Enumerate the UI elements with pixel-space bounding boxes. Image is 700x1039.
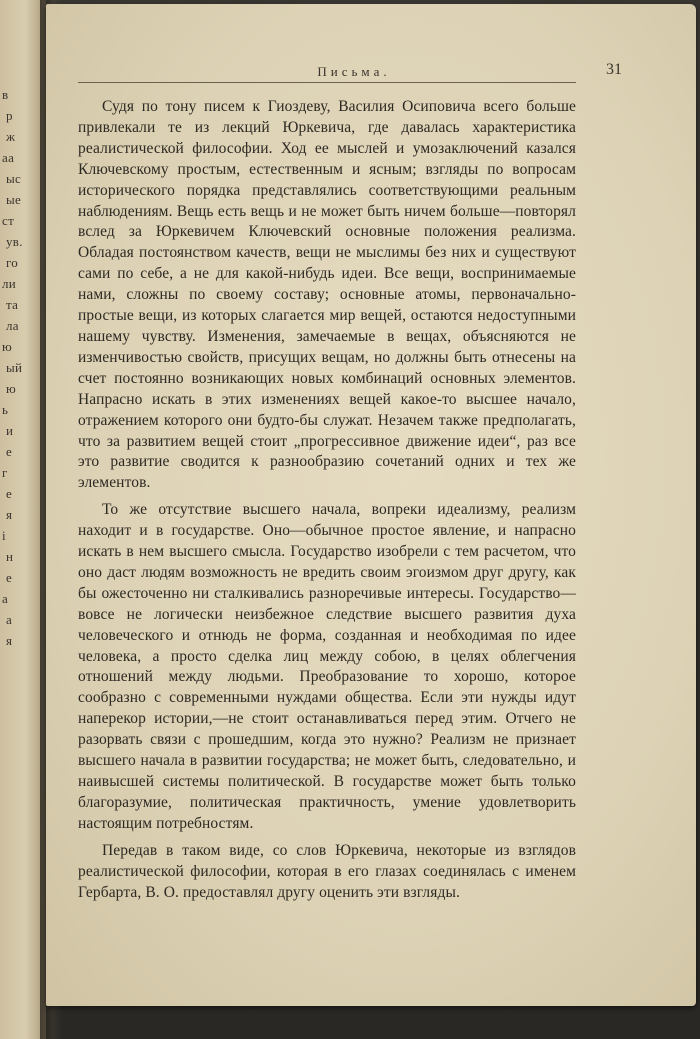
- facing-page-fragment: ю: [2, 339, 13, 354]
- facing-page-fragment: и: [6, 423, 14, 438]
- facing-page-fragment: в: [2, 87, 9, 102]
- facing-page-fragment: е: [6, 444, 13, 459]
- paragraph-1: Судя по тону писем к Гиоздеву, Василия Осиповича всего больше привлекали те из лекций Юркевича, где давалась характеристика реалистической философии. Ход ее мыслей и умозаключений казался Ключевскому простым, естественным и ясным; взгляды по вопросам исторического порядка представлялись соответствующими реальным наблюдениям. Вещь есть вещь и не может быть ничем больше—повторял вслед за Юркевичем Ключевский основные положения реализма. Обладая постоянством качеств, вещи не мыслимы без них и существуют сами по себе, а не для какой-нибудь идеи. Все вещи, воспринимаемые нами, сложны по своему составу; основные атомы, первоначально-простые вещи, из которых слагается мир вещей, остаются недоступными нашему чувству. Изменения, замечаемые в вещах, объясняются не изменчивостью свойств, присущих вещам, но должны быть отнесены на счет постоянно возникающих новых комбинаций основных элементов. Напрасно искать в этих изменениях вещей какое-то высшее начало, отражением которого они будто-бы служат. Незачем также предполагать, что за развитием вещей стоит „прогрессивное движение идеи“, раз все это развитие сводится к разнообразию сочетаний одних и тех же элементов.: [78, 98, 576, 492]
- running-header: [94, 60, 622, 84]
- header-rule: [78, 82, 576, 83]
- facing-page-fragment: ли: [2, 276, 17, 291]
- facing-page-fragment: ый: [6, 360, 23, 375]
- facing-page-fragment: е: [6, 570, 13, 585]
- facing-page-fragment: ж: [6, 129, 16, 144]
- facing-page-fragment: аа: [2, 150, 15, 165]
- paragraph-3: Передав в таком виде, со слов Юркевича, некоторые из взглядов реалистической философии, которая в его глазах соединялась с именем Гербарта, В. О. предоставлял другу оценить эти взгляды.: [78, 841, 576, 901]
- running-title: Письма.: [317, 64, 391, 79]
- facing-page-fragment: і: [2, 528, 6, 543]
- facing-page-fragment: ыс: [6, 171, 22, 186]
- facing-page-fragment: р: [6, 108, 13, 123]
- paragraph-2: То же отсутствие высшего начала, вопреки идеализму, реализм находит и в государстве. Оно—обычное простое явление, и напрасно искать в нем высшего смысла. Государство изобрели с тем расчетом, что оно даст людям возможность не вредить своим эгоизмом друг другу, как бы ожесточенно ни сталкивались разноречивые интересы. Государство—вовсе не логически неизбежное следствие высшего развития духа человеческого и отнюдь не форма, созданная и необходимая по идее человека, а просто сделка лиц между собою, в целях облегчения отношений между людьми. Преобразование то хорошо, которое сообразно с современными нуждами общества. Если эти нужды идут наперекор истории,—не стоит останавливаться перед этим. Отчего не разорвать связи с прошедшим, когда это нужно? Реализм не признает высшего начала в развитии государства; не может быть, следовательно, и наивысшей системы политической. В государстве может быть только благоразумие, политическая практичность, умение удовлетворить настоящим потребностям.: [78, 501, 576, 832]
- facing-page-fragment: ю: [6, 381, 17, 396]
- facing-page-fragment: ст: [2, 213, 15, 228]
- facing-page-fragment: ые: [6, 192, 22, 207]
- facing-page-fragment: я: [6, 633, 13, 648]
- facing-page-fragment: я: [6, 507, 13, 522]
- facing-page-fragment: е: [6, 486, 13, 501]
- facing-page-fragment: а: [2, 591, 9, 606]
- facing-page-fragment: г: [2, 465, 8, 480]
- facing-page-fragment: та: [6, 297, 19, 312]
- facing-page-fragment: го: [6, 255, 19, 270]
- page-body: [78, 97, 576, 909]
- facing-page-fragment: ла: [6, 318, 19, 333]
- page-number: 31: [606, 61, 622, 78]
- facing-page-fragment: ув.: [6, 234, 23, 249]
- facing-page-fragment: ь: [2, 402, 9, 417]
- facing-page-fragment: а: [6, 612, 13, 627]
- facing-page-fragment: н: [6, 549, 14, 564]
